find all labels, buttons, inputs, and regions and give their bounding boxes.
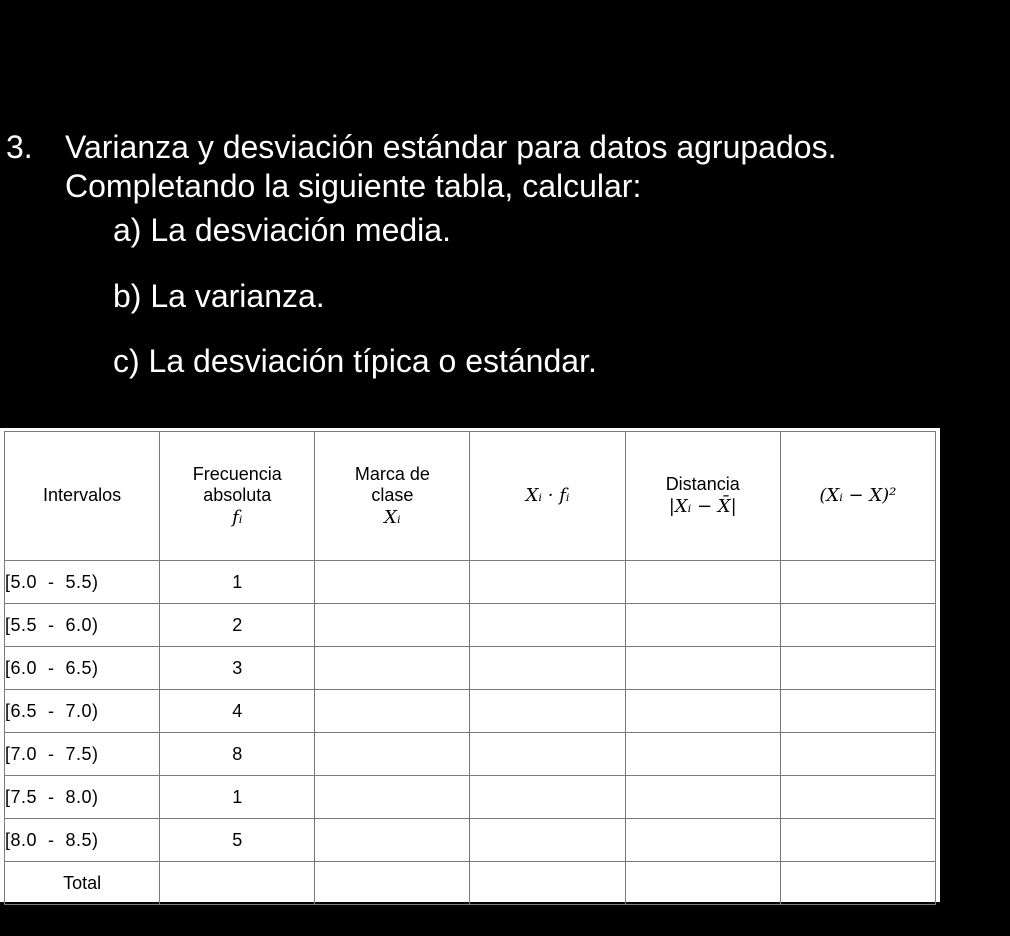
task-item-b: b) La varianza. (113, 278, 325, 314)
header-class-mark-line1: Marca de (354, 463, 430, 484)
table-row (5, 776, 936, 819)
distance-cell[interactable] (625, 561, 780, 604)
problem-title: Varianza y desviación estándar para datos agrupados. (65, 129, 837, 165)
frequency-cell: 4 (160, 690, 315, 733)
header-frequency-symbol: fᵢ (232, 506, 243, 528)
header-squared-symbol: (Xᵢ − X)² (819, 485, 897, 507)
interval-cell: [7.0 - 7.5) (5, 733, 160, 776)
interval-cell: [6.0 - 6.5) (5, 647, 160, 690)
task-item-a: a) La desviación media. (113, 212, 451, 248)
product-cell[interactable] (470, 819, 625, 862)
distance-cell[interactable] (625, 819, 780, 862)
header-distance-label: Distancia (665, 474, 740, 495)
distance-cell[interactable] (625, 690, 780, 733)
header-product-symbol: Xᵢ · fᵢ (525, 485, 570, 507)
class-mark-cell[interactable] (315, 604, 470, 647)
product-cell[interactable] (470, 690, 625, 733)
class-mark-cell[interactable] (315, 776, 470, 819)
squared-cell[interactable] (780, 819, 935, 862)
total-product-cell[interactable] (470, 862, 625, 905)
header-intervals-label: Intervalos (43, 485, 122, 506)
squared-cell[interactable] (780, 561, 935, 604)
total-label-cell: Total (5, 862, 160, 905)
total-distance-cell[interactable] (625, 862, 780, 905)
product-cell[interactable] (470, 647, 625, 690)
total-class-mark-cell[interactable] (315, 862, 470, 905)
distance-cell[interactable] (625, 733, 780, 776)
frequency-cell: 1 (160, 561, 315, 604)
squared-cell[interactable] (780, 733, 935, 776)
frequency-cell: 2 (160, 604, 315, 647)
table-row (5, 819, 936, 862)
header-class-mark (315, 432, 470, 561)
table-row (5, 647, 936, 690)
distance-cell[interactable] (625, 776, 780, 819)
header-class-mark-line2: clase (371, 485, 414, 506)
class-mark-cell[interactable] (315, 733, 470, 776)
header-distance-symbol: |Xᵢ − X̄| (668, 496, 737, 517)
problem-number: 3. (6, 129, 33, 165)
interval-cell: [5.0 - 5.5) (5, 561, 160, 604)
header-distance (625, 432, 780, 561)
frequency-cell: 8 (160, 733, 315, 776)
problem-instruction: Completando la siguiente tabla, calcular: (65, 168, 642, 204)
frequency-cell: 1 (160, 776, 315, 819)
squared-cell[interactable] (780, 604, 935, 647)
total-row (5, 862, 936, 905)
header-product (470, 432, 625, 561)
interval-cell: [6.5 - 7.0) (5, 690, 160, 733)
table-row (5, 690, 936, 733)
frequency-cell: 5 (160, 819, 315, 862)
task-item-c: c) La desviación típica o estándar. (113, 343, 597, 379)
header-intervals (5, 432, 160, 561)
total-frequency-cell[interactable] (160, 862, 315, 905)
distance-cell[interactable] (625, 647, 780, 690)
product-cell[interactable] (470, 604, 625, 647)
class-mark-cell[interactable] (315, 690, 470, 733)
table-header-row (5, 432, 936, 561)
product-cell[interactable] (470, 776, 625, 819)
interval-cell: [5.5 - 6.0) (5, 604, 160, 647)
frequency-cell: 3 (160, 647, 315, 690)
interval-cell: [8.0 - 8.5) (5, 819, 160, 862)
table-frame (0, 428, 940, 902)
class-mark-cell[interactable] (315, 819, 470, 862)
squared-cell[interactable] (780, 776, 935, 819)
squared-cell[interactable] (780, 647, 935, 690)
product-cell[interactable] (470, 733, 625, 776)
header-frequency (160, 432, 315, 561)
header-class-mark-symbol: Xᵢ (384, 506, 401, 528)
product-cell[interactable] (470, 561, 625, 604)
table-row (5, 604, 936, 647)
header-frequency-line1: Frecuencia (192, 463, 282, 484)
header-squared (780, 432, 935, 561)
table-row (5, 561, 936, 604)
frequency-table (4, 431, 936, 905)
class-mark-cell[interactable] (315, 647, 470, 690)
squared-cell[interactable] (780, 690, 935, 733)
total-squared-cell[interactable] (780, 862, 935, 905)
class-mark-cell[interactable] (315, 561, 470, 604)
header-frequency-line2: absoluta (203, 485, 272, 506)
interval-cell: [7.5 - 8.0) (5, 776, 160, 819)
table-row (5, 733, 936, 776)
distance-cell[interactable] (625, 604, 780, 647)
